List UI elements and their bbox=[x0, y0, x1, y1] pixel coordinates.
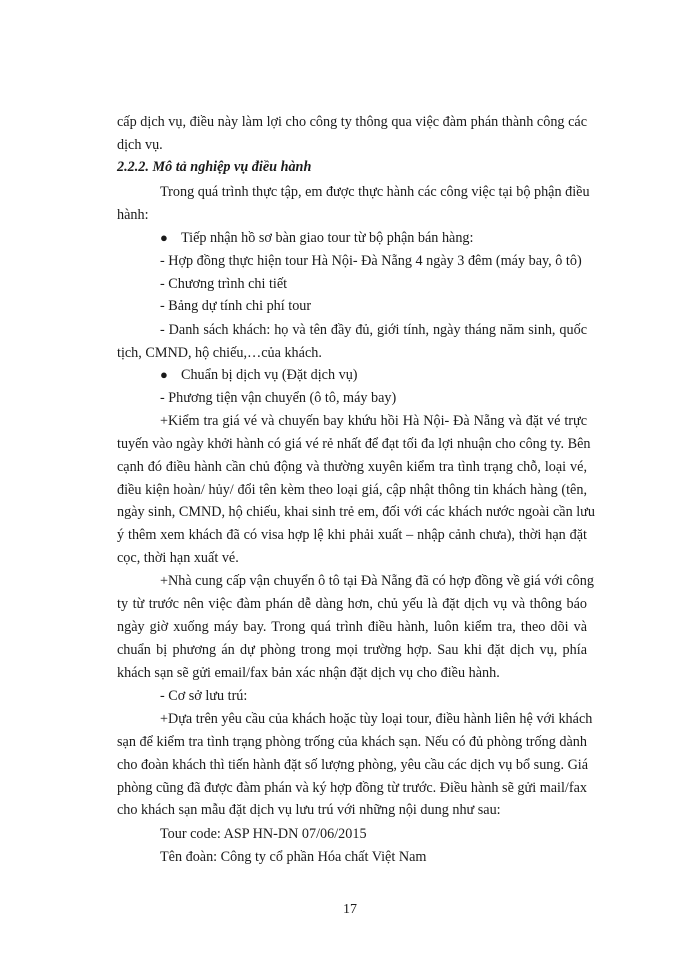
paragraph-line: cọc, thời hạn xuất vé. bbox=[117, 550, 239, 566]
bullet-item: Chuẩn bị dịch vụ (Đặt dịch vụ) bbox=[181, 367, 358, 383]
paragraph-line: khách sạn sẽ gửi email/fax bản xác nhận đặt dịch vụ cho điều hành. bbox=[117, 665, 500, 681]
paragraph-line: cho khách sạn mẫu đặt dịch vụ lưu trú với những nội dung như sau: bbox=[117, 802, 501, 818]
paragraph-line: chuẩn bị phương án dự phòng trong mọi trường hợp. Sau khi đặt dịch vụ, phía bbox=[117, 642, 587, 658]
bullet-icon: ● bbox=[160, 230, 168, 245]
paragraph-line: ý thêm xem khách đã có visa hợp lệ khi phải xuất – nhập cảnh chưa), thời hạn đặt bbox=[117, 527, 587, 543]
bullet-icon: ● bbox=[160, 367, 168, 382]
paragraph-line: ngày giờ xuống máy bay. Trong quá trình điều hành, luôn kiểm tra, theo dõi và bbox=[117, 619, 587, 635]
section-heading: 2.2.2. Mô tả nghiệp vụ điều hành bbox=[117, 159, 312, 175]
paragraph-line: phòng cũng đã được đàm phán và ký hợp đồng từ trước. Điều hành sẽ gửi mail/fax bbox=[117, 780, 587, 796]
paragraph-line: ngày sinh, CMND, hộ chiếu, khai sinh trẻ em, đối với các khách nước ngoài cần lưu bbox=[117, 504, 595, 520]
list-item: - Hợp đồng thực hiện tour Hà Nội- Đà Nẵng 4 ngày 3 đêm (máy bay, ô tô) bbox=[160, 253, 582, 269]
paragraph-line: tuyến vào ngày khởi hành có giá vé rẻ nhất để đạt tối đa lợi nhuận cho công ty. Bên bbox=[117, 436, 591, 452]
list-item: - Bảng dự tính chi phí tour bbox=[160, 298, 312, 314]
paragraph-line: ty từ trước nên việc đàm phán dễ dàng hơn, chủ yếu là đặt dịch vụ và thông báo bbox=[117, 596, 587, 612]
paragraph-line: hành: bbox=[117, 207, 149, 223]
bullet-item: Tiếp nhận hồ sơ bàn giao tour từ bộ phận bán hàng: bbox=[181, 230, 474, 246]
list-item: - Phương tiện vận chuyển (ô tô, máy bay) bbox=[160, 390, 397, 406]
list-item: - Cơ sở lưu trú: bbox=[160, 688, 248, 704]
list-item: - Danh sách khách: họ và tên đầy đủ, giới tính, ngày tháng năm sinh, quốc bbox=[160, 322, 587, 338]
paragraph-line: Trong quá trình thực tập, em được thực hành các công việc tại bộ phận điều bbox=[160, 184, 590, 200]
list-item: - Chương trình chi tiết bbox=[160, 276, 288, 292]
paragraph-line: cho đoàn khách thì tiến hành đặt số lượng phòng, yêu cầu các dịch vụ bổ sung. Giá bbox=[117, 757, 589, 773]
paragraph-line: +Kiểm tra giá vé và chuyến bay khứu hồi Hà Nội- Đà Nẵng và đặt vé trực bbox=[160, 413, 587, 429]
paragraph-line: điều kiện hoàn/ hủy/ đổi tên kèm theo loại giá, cập nhật thông tin khách hàng (tên, bbox=[117, 482, 587, 498]
paragraph-line: sạn để kiểm tra tình trạng phòng trống của khách sạn. Nếu có đủ phòng trống dành bbox=[117, 734, 587, 750]
paragraph-line: dịch vụ. bbox=[117, 137, 163, 153]
paragraph-line: cấp dịch vụ, điều này làm lợi cho công ty thông qua việc đàm phán thành công các bbox=[117, 114, 587, 130]
tour-code: Tour code: ASP HN-DN 07/06/2015 bbox=[160, 826, 367, 842]
paragraph-line: tịch, CMND, hộ chiếu,…của khách. bbox=[117, 345, 322, 361]
paragraph-line: cạnh đó điều hành cần chủ động và thường xuyên kiểm tra tình trạng chỗ, loại vé, bbox=[117, 459, 587, 475]
paragraph-line: +Dựa trên yêu cầu của khách hoặc tùy loại tour, điều hành liên hệ với khách bbox=[160, 711, 593, 727]
page-number: 17 bbox=[343, 902, 357, 917]
group-name: Tên đoàn: Công ty cổ phần Hóa chất Việt Nam bbox=[160, 849, 427, 865]
paragraph-line: +Nhà cung cấp vận chuyển ô tô tại Đà Nẵng đã có hợp đồng về giá với công bbox=[160, 573, 594, 589]
